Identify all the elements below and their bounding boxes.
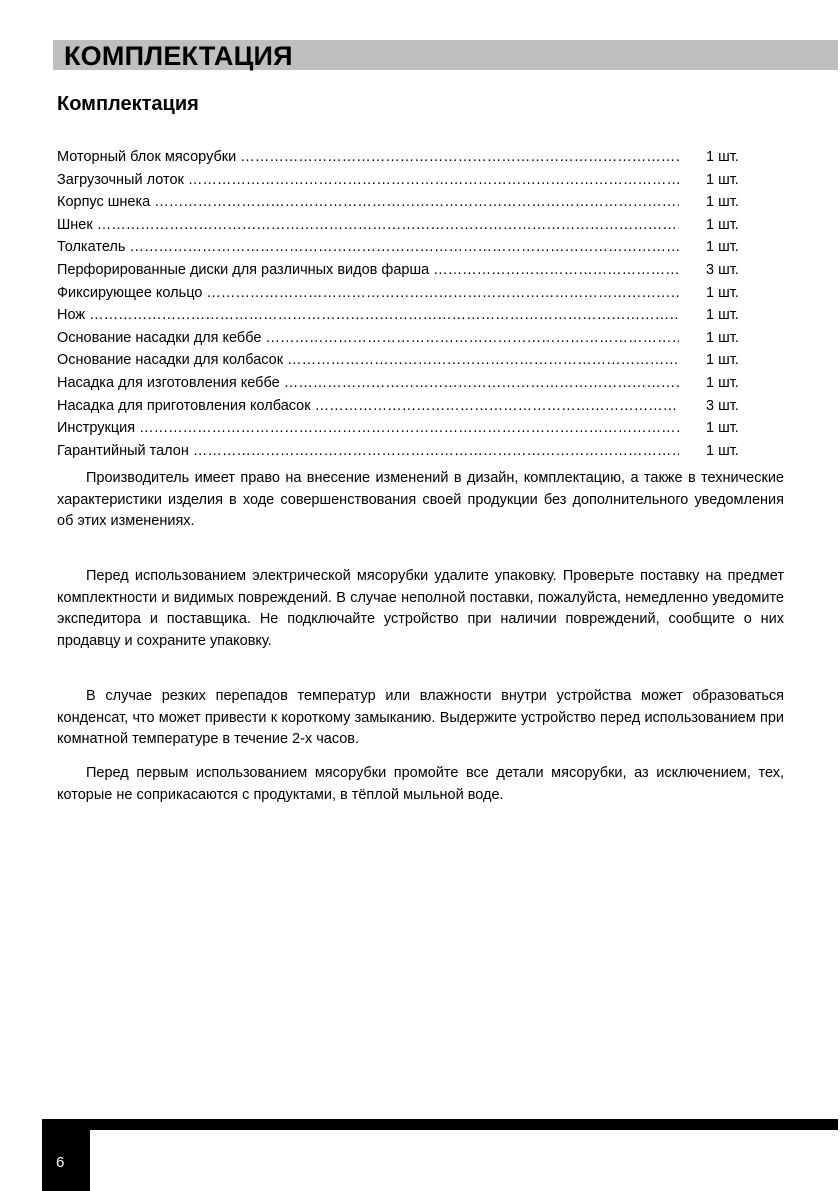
item-quantity: 1 шт.: [706, 239, 739, 256]
list-item: [57, 395, 757, 418]
list-item: [57, 169, 757, 192]
item-name: Шнек ……………………………………………………………………………………………………………………………………………………: [57, 214, 679, 237]
section-header-bar: [53, 40, 838, 70]
item-name: Основание насадки для кеббе ……………………………………………………………………………………………………………………………………………………: [57, 327, 679, 350]
list-item: [57, 304, 757, 327]
list-item: [57, 236, 757, 259]
item-name: Инструкция ……………………………………………………………………………………………………………………………………………………: [57, 417, 679, 440]
item-name: Основание насадки для колбасок ……………………………………………………………………………………………………………………………………………………: [57, 349, 679, 372]
item-name: Насадка для приготовления колбасок ……………………………………………………………………………………………………………………………………………………: [57, 395, 679, 418]
item-name: Толкатель ……………………………………………………………………………………………………………………………………………………: [57, 236, 679, 259]
item-name: Перфорированные диски для различных видов фарша ……………………………………………………………………………………………………………………………………………………: [57, 259, 679, 282]
section-header-title: КОМПЛЕКТАЦИЯ: [64, 41, 293, 71]
item-quantity: 3 шт.: [706, 261, 739, 278]
item-quantity: 1 шт.: [706, 194, 739, 211]
item-quantity: 1 шт.: [706, 374, 739, 391]
item-name: Нож ……………………………………………………………………………………………………………………………………………………: [57, 304, 679, 327]
list-item: [57, 372, 757, 395]
list-item: [57, 214, 757, 237]
footer-bar: [42, 1119, 838, 1130]
item-quantity: 1 шт.: [706, 352, 739, 369]
page-number-box: [42, 1119, 90, 1191]
paragraph-washing: Перед первым использованием мясорубки промойте все детали мясорубки, аз исключением, тех, которые не соприкасаются с продуктами, в тёплой мыльной воде.: [57, 765, 784, 803]
paragraph-manufacturer-rights: Производитель имеет право на внесение изменений в дизайн, комплектацию, а также в технические характеристики изделия в ходе совершенствования своей продукции без дополнительного уведомления об этих изменениях.: [57, 470, 784, 530]
list-item: [57, 259, 757, 282]
paragraph-condensation: В случае резких перепадов температур или влажности внутри устройства может образоваться конденсат, что может привести к короткому замыканию. Выдержите устройство перед использованием при комнатной температуре в течение 2-х часов.: [57, 688, 784, 748]
item-quantity: 1 шт.: [706, 329, 739, 346]
contents-list: [57, 146, 757, 462]
item-quantity: 1 шт.: [706, 442, 739, 459]
item-name: Фиксирующее кольцо ……………………………………………………………………………………………………………………………………………………: [57, 282, 679, 305]
list-item: [57, 417, 757, 440]
item-quantity: 1 шт.: [706, 171, 739, 188]
item-quantity: 3 шт.: [706, 397, 739, 414]
item-quantity: 1 шт.: [706, 284, 739, 301]
list-item: [57, 349, 757, 372]
list-item: [57, 191, 757, 214]
list-item: [57, 146, 757, 169]
list-item: [57, 282, 757, 305]
list-item: [57, 327, 757, 350]
item-name: Гарантийный талон ……………………………………………………………………………………………………………………………………………………: [57, 440, 679, 463]
item-name: Загрузочный лоток ……………………………………………………………………………………………………………………………………………………: [57, 169, 679, 192]
item-name: Моторный блок мясорубки ……………………………………………………………………………………………………………………………………………………: [57, 146, 679, 169]
page-number: 6: [56, 1154, 65, 1171]
list-item: [57, 440, 757, 463]
item-name: Корпус шнека ……………………………………………………………………………………………………………………………………………………: [57, 191, 679, 214]
item-name: Насадка для изготовления кеббе ……………………………………………………………………………………………………………………………………………………: [57, 372, 679, 395]
paragraph-unpacking: Перед использованием электрической мясорубки удалите упаковку. Проверьте поставку на предмет комплектности и видимых повреждений. В случае неполной поставки, пожалуйста, немедленно уведомите экспедитора и поставщика. Не подключайте устройство при наличии повреждений, сообщите о них продавцу и сохраните упаковку.: [57, 568, 784, 649]
section-subtitle: Комплектация: [57, 93, 199, 115]
item-quantity: 1 шт.: [706, 420, 739, 437]
item-quantity: 1 шт.: [706, 216, 739, 233]
item-quantity: 1 шт.: [706, 307, 739, 324]
item-quantity: 1 шт.: [706, 149, 739, 165]
